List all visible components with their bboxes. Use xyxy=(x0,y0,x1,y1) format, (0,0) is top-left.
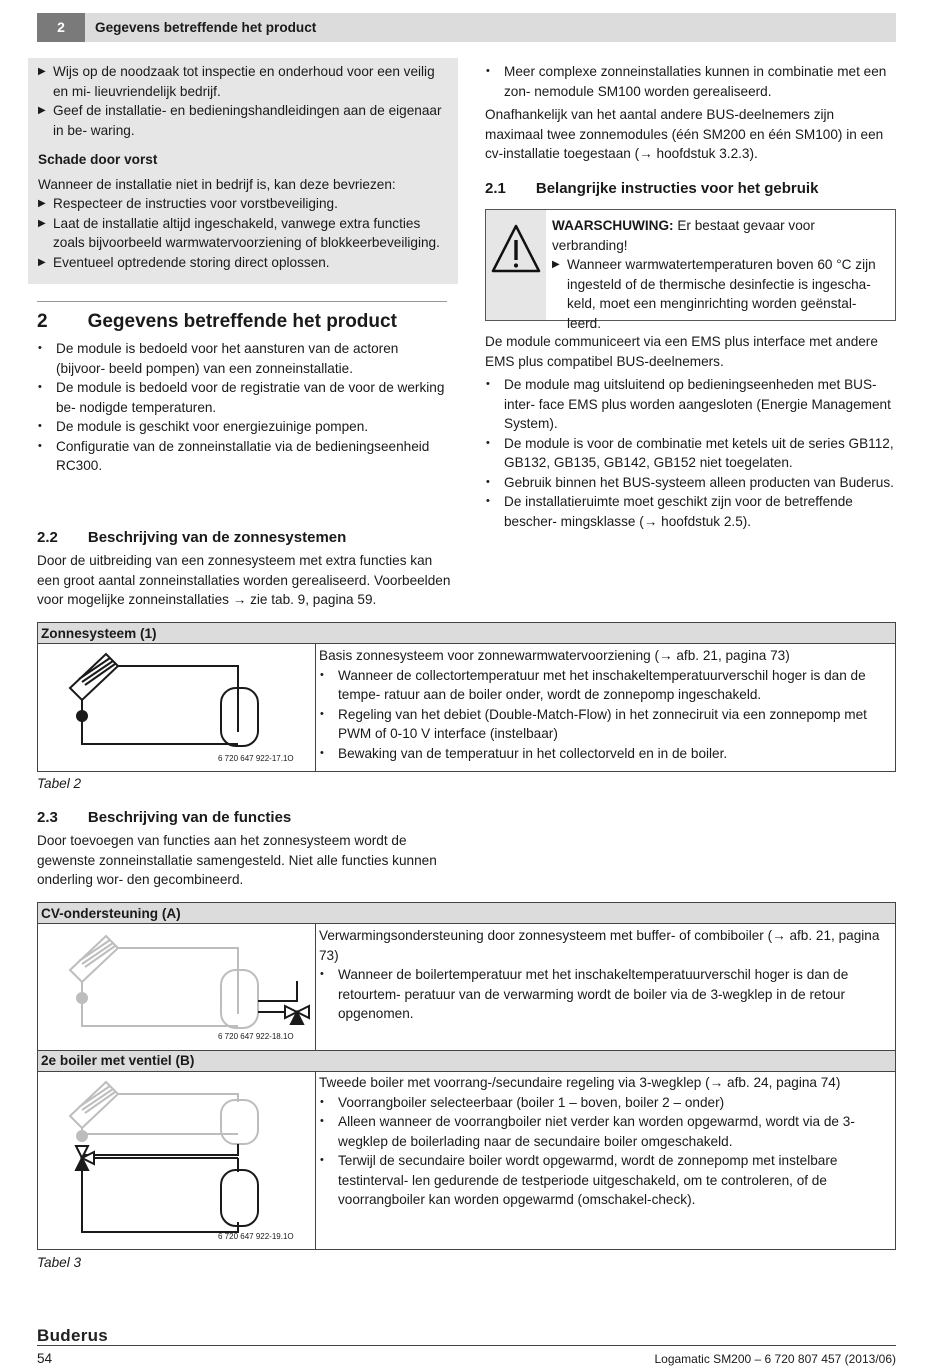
section-2-1-number: 2.1 xyxy=(485,179,506,197)
section-2-3-heading xyxy=(37,808,457,828)
document-reference: Logamatic SM200 – 6 720 807 457 (2013/06) xyxy=(654,1352,896,1366)
section-2-title: Gegevens betreffende het product xyxy=(87,311,397,332)
list-item: • Terwijl de secundaire boiler wordt opgewarmd, wordt de zonnepomp met instelbare testinterval- len gedurende de testperiode uitgeschakeld, om te controleren, of de voorrangboiler kan worden opgewarmd (omschakel-check). xyxy=(319,1151,893,1210)
table-3-figure-a xyxy=(38,924,315,1050)
list-item: • De module is bedoeld voor de registratie van de voor de werking be- nodigde temperaturen. xyxy=(37,378,447,417)
section-2-3-title: Beschrijving van de functies xyxy=(87,809,292,826)
section-2-heading xyxy=(37,310,447,334)
paragraph: Door de uitbreiding van een zonnesysteem met extra functies kan een groot aantal zonneinstallaties worden gerealiseerd. Voorbeelden voor mogelijke zonneinstallaties → zie tab. 9, pagina 59. xyxy=(37,553,451,607)
paragraph: De module communiceert via een EMS plus interface met andere EMS plus compatibel BUS-deelnemers. xyxy=(485,334,878,369)
second-boiler-diagram xyxy=(38,1072,315,1249)
footer-rule xyxy=(37,1345,896,1346)
section-2-2-heading xyxy=(37,528,457,548)
section-2-3-number: 2.3 xyxy=(37,809,58,826)
list-item: • De module is voor de combinatie met ketels uit de series GB112, GB132, GB135, GB142, GB152 niet toegelaten. xyxy=(485,434,896,473)
table-divider xyxy=(315,644,316,771)
frost-item: ▶ Laat de installatie altijd ingeschakeld, vanwege extra functies zoals bijvoorbeeld warmwatervoorziening of blokkeerbeveiliging. xyxy=(38,214,448,253)
table-3-header-b: 2e boiler met ventiel (B) xyxy=(38,1050,895,1072)
list-item: • De module is bedoeld voor het aansturen van de actoren (bijvoor- beeld pompen) van een zonneinstallatie. xyxy=(37,339,447,378)
table-2-header: Zonnesysteem (1) xyxy=(38,623,895,644)
list-item: • Alleen wanneer de voorrangboiler niet verder kan worden opgewarmd, wordt via de 3-wegklep de boilerlading naar de secundaire boiler omgeschakeld. xyxy=(319,1112,893,1151)
figure-code: 6 720 647 922-18.1O xyxy=(218,1032,294,1041)
list-item: • Bewaking van de temperatuur in het collectorveld en in de boiler. xyxy=(319,744,893,764)
paragraph: Door toevoegen van functies aan het zonnesysteem wordt de gewenste zonneinstallatie samengesteld. Niet alle functies kunnen onderling wor- den gecombineerd. xyxy=(37,833,437,887)
section-2-3 xyxy=(37,808,457,890)
list-item: • De module is geschikt voor energiezuinige pompen. xyxy=(37,417,447,437)
figure-code: 6 720 647 922-19.1O xyxy=(218,1232,294,1241)
figure-code: 6 720 647 922-17.1O xyxy=(218,754,294,763)
table-desc: Basis zonnesysteem voor zonnewarmwatervoorziening (→ afb. 21, pagina 73) xyxy=(319,648,790,663)
solar-system-diagram xyxy=(38,644,315,771)
buderus-logo: Buderus xyxy=(37,1326,109,1345)
frost-intro: Wanneer de installatie niet in bedrijf is, kan deze bevriezen: xyxy=(38,176,396,192)
warning-side xyxy=(486,210,546,320)
table-desc: Verwarmingsondersteuning door zonnesysteem met buffer- of combiboiler (→ afb. 21, pagina 73) xyxy=(319,928,880,963)
section-rule xyxy=(37,301,447,302)
frost-item: ▶ Respecteer de instructies voor vorstbeveiliging. xyxy=(38,194,448,214)
section-2-2-number: 2.2 xyxy=(37,529,58,546)
table-desc: Tweede boiler met voorrang-/secundaire regeling via 3-wegklep (→ afb. 24, pagina 74) xyxy=(319,1075,841,1090)
section-2-1-title: Belangrijke instructies voor het gebruik xyxy=(535,179,819,197)
section-2 xyxy=(37,310,447,476)
right-column-top xyxy=(485,62,896,199)
section-2-number: 2 xyxy=(37,311,48,332)
chapter-title: Gegevens betreffende het product xyxy=(95,20,317,35)
table-3-caption: Tabel 3 xyxy=(37,1255,82,1270)
table-2 xyxy=(37,622,896,772)
table-3-description-a xyxy=(319,926,893,1024)
warning-triangle-icon xyxy=(486,210,546,320)
table-3-header-a: CV-ondersteuning (A) xyxy=(38,903,895,924)
list-item: • De installatieruimte moet geschikt zijn voor de betreffende bescher- mingsklasse (→ hoofdstuk 2.5). xyxy=(485,492,896,531)
table-3-figure-b xyxy=(38,1072,315,1249)
paragraph: Onafhankelijk van het aantal andere BUS-deelnemers zijn maximaal twee zonnemodules (één SM200 en één SM100) in een cv-installatie toegestaan (→ hoofdstuk 3.2.3). xyxy=(485,107,884,161)
warning-label: WAARSCHUWING: xyxy=(552,218,674,233)
frost-item: ▶ Eventueel optredende storing direct oplossen. xyxy=(38,253,448,273)
table-2-description xyxy=(319,646,893,763)
frost-heading: Schade door vorst xyxy=(38,152,158,167)
list-item: • Wanneer de collectortemperatuur met het inschakeltemperatuurverschil hoger is dan de tempe- ratuur aan de boiler onder, wordt de zonnepomp ingeschakeld. xyxy=(319,666,893,705)
warning-item: ▶ Wanneer warmwatertemperaturen boven 60 °C zijn ingesteld of de thermische desinfectie is ingescha- keld, moet een menginrichting worden geënstal- leerd. xyxy=(552,255,888,333)
table-divider xyxy=(315,1072,316,1249)
list-item: • Voorrangboiler selecteerbaar (boiler 1 – boven, boiler 2 – onder) xyxy=(319,1093,893,1113)
section-2-2-title: Beschrijving van de zonnesystemen xyxy=(87,529,347,546)
list-item: • Configuratie van de zonneinstallatie via de bedieningseenheid RC300. xyxy=(37,437,447,476)
list-item: • Gebruik binnen het BUS-systeem alleen producten van Buderus. xyxy=(485,473,896,493)
chapter-number: 2 xyxy=(37,13,85,42)
list-item: • Regeling van het debiet (Double-Match-Flow) in het zonneciruit via een zonnepomp met PWM of 0-10 V interface (instelbaar) xyxy=(319,705,893,744)
page-number: 54 xyxy=(37,1351,53,1366)
table-3-description-b xyxy=(319,1073,893,1210)
table-2-caption: Tabel 2 xyxy=(37,776,82,791)
list-item: • Wanneer de boilertemperatuur met het inschakeltemperatuurverschil hoger is dan de retourtem- peratuur van de verwarming wordt de boiler via de 3-wegklep in de retour opgenomen. xyxy=(319,965,893,1024)
list-item: • Meer complexe zonneinstallaties kunnen in combinatie met een zon- nemodule SM100 worden gerealiseerd. xyxy=(485,62,896,101)
notice-item: ▶ Wijs op de noodzaak tot inspectie en onderhoud voor een veilig en mi- lieuvriendelijk bedrijf. xyxy=(38,62,448,101)
warning-text-block xyxy=(552,216,888,333)
table-3 xyxy=(37,902,896,1250)
warning-text: Er bestaat gevaar voor verbranding! xyxy=(552,218,815,253)
table-2-figure xyxy=(38,644,315,771)
notice-item: ▶ Geef de installatie- en bedieningshandleidingen aan de eigenaar in be- waring. xyxy=(38,101,448,140)
section-2-2 xyxy=(37,528,457,610)
notice-box xyxy=(28,58,458,284)
right-column-bottom xyxy=(485,332,896,531)
section-2-1-heading xyxy=(485,179,896,199)
chapter-header-bar xyxy=(37,13,896,42)
warning-box xyxy=(485,209,896,331)
table-divider xyxy=(315,924,316,1050)
list-item: • De module mag uitsluitend op bedieningseenheden met BUS-inter- face EMS plus worden aangesloten (Energie Management System). xyxy=(485,375,896,434)
